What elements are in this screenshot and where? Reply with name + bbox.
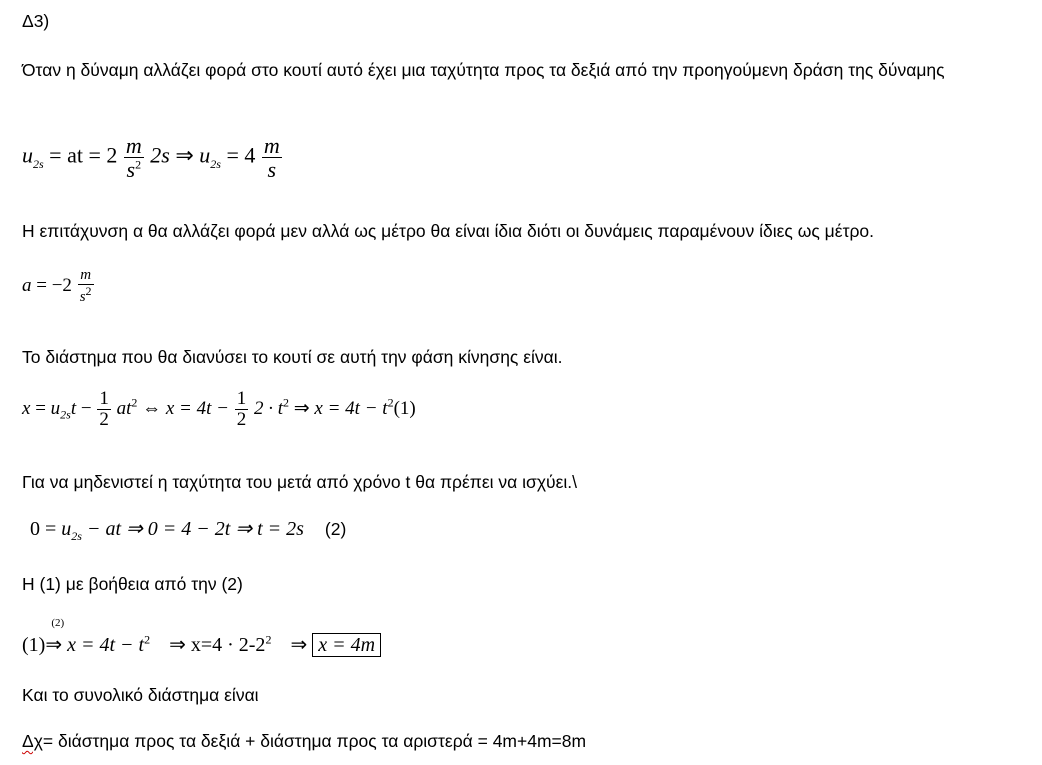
paragraph-distance: Το διάστημα που θα διανύσει το κουτί σε αυτή την φάση κίνησης είναι. xyxy=(22,347,563,367)
paragraph-zero-velocity: Για να μηδενιστεί η ταχύτητα του μετά από χρόνο t θα πρέπει να ισχύει.\ xyxy=(22,472,578,492)
paragraph-total: Και το συνολικό διάστημα είναι xyxy=(22,685,259,705)
equation-distance: $x = u_{2s}t$ − $\frac{1}{2}$ $at^2$ ⇔ x = 4t − $\frac{1}{2}$ $2 \cdot t^2$ ⇒ $x = 4t - t^2(1)$ xyxy=(22,388,416,430)
boxed-result: x = 4m xyxy=(312,633,381,657)
equation-result: (1) (2) ⇒ $x = 4t - t^2$ ⇒ $x=4 \cdot 2-2^2$ ⇒ x = 4m xyxy=(22,632,381,657)
paragraph-substitution: Η (1) με βοήθεια από την (2) xyxy=(22,574,243,594)
paragraph-total-distance: Δχ= διάστημα προς τα δεξιά + διάστημα προς τα αριστερά = 4m+4m=8m xyxy=(22,731,587,751)
equation-time: $0 = u_{2s}$ − at ⇒ 0 = 4 − 2t ⇒ t = 2s (2) xyxy=(30,518,347,543)
equation-acceleration: a = −2 $\frac{m}{s^2}$ xyxy=(22,267,92,305)
spellcheck-word: Δχ xyxy=(22,731,43,751)
paragraph-acceleration: Η επιτάχυνση α θα αλλάζει φορά μεν αλλά ως μέτρο θα είναι ίδια διότι οι δυνάμεις παραμένουν ίδιες ως μέτρο. xyxy=(22,221,875,241)
paragraph-velocity-intro: Όταν η δύναμη αλλάζει φορά στο κουτί αυτό έχει μια ταχύτητα προς τα δεξιά από την προηγούμενη δράση της δύναμης xyxy=(22,60,945,80)
section-heading: Δ3) xyxy=(22,11,50,31)
equation-velocity: $u_{2s}$ = at = 2 $\frac{m}{s^2}$ 2s ⇒ $u_{2s} = 4$ $\frac{m}{s}$ xyxy=(22,133,280,183)
